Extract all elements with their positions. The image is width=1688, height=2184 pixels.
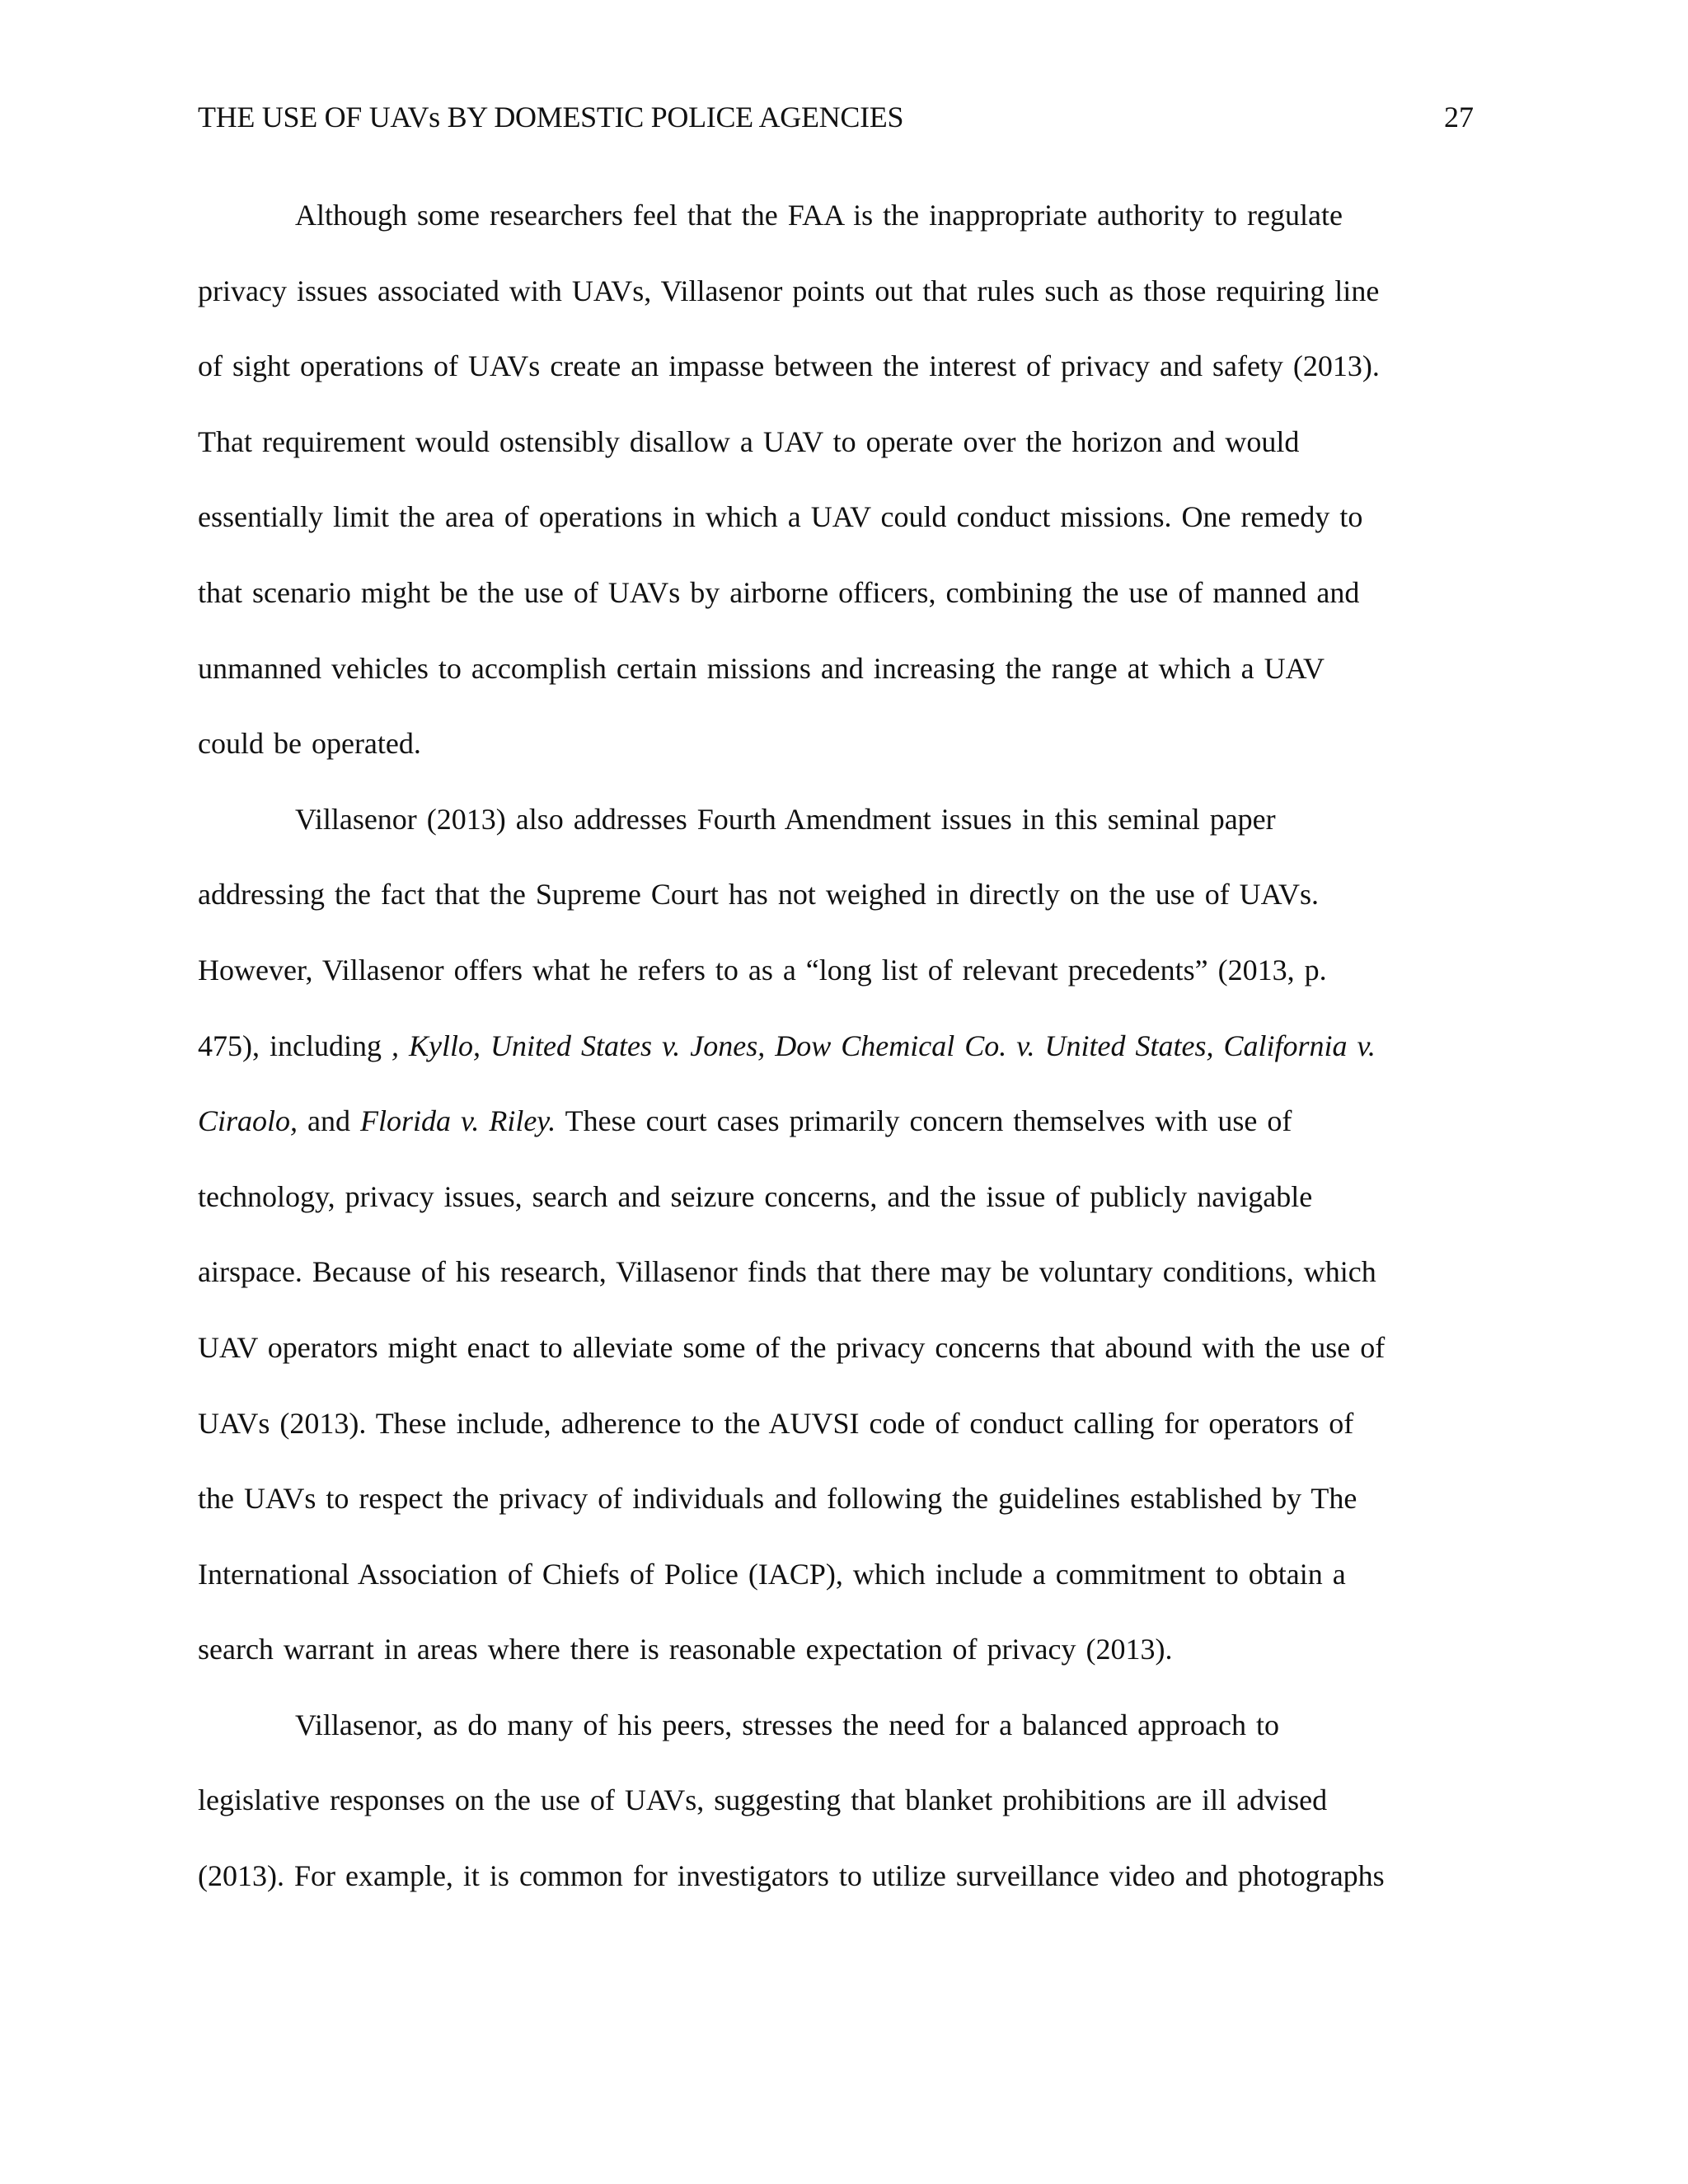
text-line [198,950,1492,1026]
text-run: That requirement would ostensibly disallow a UAV to operate over the horizon and would [198,424,1300,458]
text-run: International Association of Chiefs of Police (IACP), which include a commitment to obtain a [198,1557,1346,1591]
text-run: However, Villasenor offers what he refers to as a “long list of relevant precedents” (2013, p. [198,953,1327,987]
text-run: legislative responses on the use of UAVs, suggesting that blanket prohibitions are ill advised [198,1783,1328,1817]
text-line [198,1328,1492,1404]
text-line [198,1780,1492,1856]
italic-citation: Florida v. Riley. [360,1104,556,1138]
text-run: Although some researchers feel that the FAA is the inappropriate authority to regulate [295,199,1343,232]
text-line [198,1554,1492,1630]
text-run: airspace. Because of his research, Villasenor finds that there may be voluntary conditions, which [198,1255,1376,1289]
page-number: 27 [1444,101,1474,134]
text-run: addressing the fact that the Supreme Court has not weighed in directly on the use of UAVs. [198,878,1320,912]
italic-citation: Ciraolo, [198,1104,298,1138]
text-run: Villasenor (2013) also addresses Fourth Amendment issues in this seminal paper [295,802,1276,836]
text-line [198,195,1492,271]
text-line [198,1177,1492,1253]
text-line [198,271,1492,347]
text-run: search warrant in areas where there is reasonable expectation of privacy (2013). [198,1633,1173,1666]
text-line [198,1629,1492,1705]
text-run: UAVs (2013). These include, adherence to the AUVSI code of conduct calling for operators of [198,1406,1354,1440]
text-run: These court cases primarily concern themselves with use of [556,1104,1292,1138]
text-run: of sight operations of UAVs create an impasse between the interest of privacy and safety (2013). [198,349,1380,383]
text-line [198,1705,1492,1781]
running-head: THE USE OF UAVs BY DOMESTIC POLICE AGENCIES [198,101,904,134]
text-run: could be operated. [198,727,421,761]
body-text [198,195,1492,1932]
text-run: the UAVs to respect the privacy of individuals and following the guidelines established by The [198,1482,1357,1516]
text-run: unmanned vehicles to accomplish certain missions and increasing the range at which a UAV [198,651,1325,685]
text-line [198,649,1492,724]
text-line [198,724,1492,799]
text-run: 475), including [198,1029,392,1062]
text-run: Villasenor, as do many of his peers, stresses the need for a balanced approach to [295,1708,1279,1741]
text-run: UAV operators might enact to alleviate some of the privacy concerns that abound with the use of [198,1330,1386,1364]
text-line [198,422,1492,498]
text-line [198,1856,1492,1932]
text-line [198,497,1492,573]
text-run: that scenario might be the use of UAVs by airborne officers, combining the use of manned and [198,575,1360,609]
text-line [198,573,1492,649]
text-line [198,799,1492,875]
text-line [198,1026,1492,1102]
text-run: and [298,1104,361,1138]
text-line [198,346,1492,422]
text-run: (2013). For example, it is common for investigators to utilize surveillance video and photographs [198,1859,1385,1893]
text-line [198,1252,1492,1328]
text-line [198,1101,1492,1177]
text-line [198,1479,1492,1554]
text-line [198,874,1492,950]
text-run: essentially limit the area of operations in which a UAV could conduct missions. One remedy to [198,500,1363,534]
text-run: technology, privacy issues, search and seizure concerns, and the issue of publicly navigable [198,1179,1313,1213]
text-run: privacy issues associated with UAVs, Villasenor points out that rules such as those requiring line [198,274,1380,307]
italic-citation: , Kyllo, United States v. Jones, Dow Chemical Co. v. United States, California v. [391,1029,1376,1062]
text-line [198,1404,1492,1479]
